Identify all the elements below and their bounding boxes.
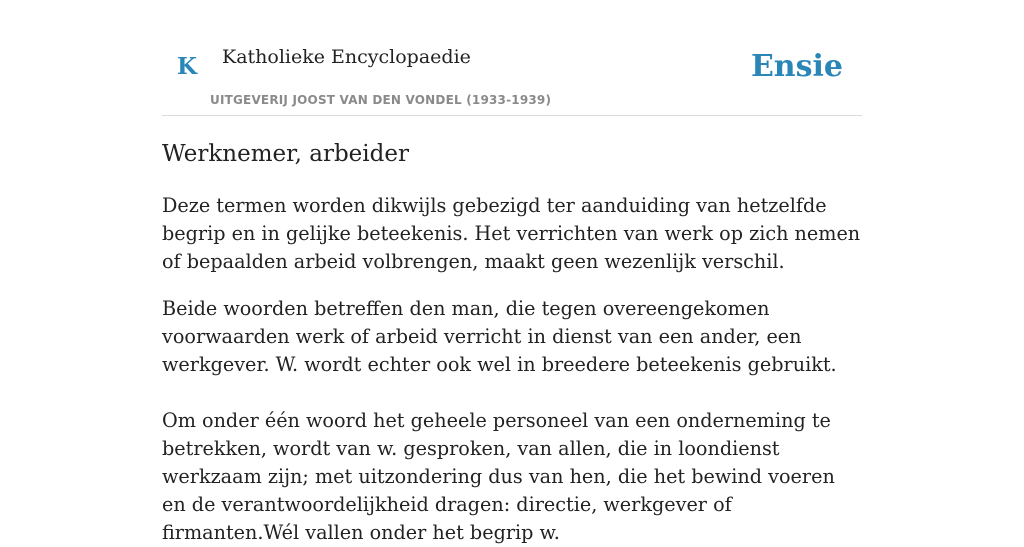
ensie-brand-link[interactable]: Ensie xyxy=(750,49,843,84)
article-title: Werknemer, arbeider xyxy=(162,141,409,167)
content-container xyxy=(162,0,862,544)
article-paragraph: Om onder één woord het geheele personeel van een onderneming te betrekken, wordt van w. gesproken, van allen, die in loondienst werkzaam zijn; met uitzondering dus van hen, die het bewind voeren en de verantwoordelijkheid dragen: directie, werkgever of firmanten.Wél vallen onder het begrip w. xyxy=(162,409,835,544)
article-paragraph: Beide woorden betreffen den man, die tegen overeengekomen voorwaarden werk of arbeid verricht in dienst van een ander, een werkgever. W. wordt echter ook wel in breedere beteekenis gebruikt. xyxy=(162,297,837,376)
article-paragraph: Deze termen worden dikwijls gebezigd ter aanduiding van hetzelfde begrip en in gelijke beteekenis. Het verrichten van werk op zich nemen of bepaalden arbeid volbrengen, maakt geen wezenlijk verschil. xyxy=(162,194,861,273)
encyclopedia-logo[interactable]: K xyxy=(177,53,197,80)
site-header xyxy=(162,0,862,116)
encyclopedia-title[interactable]: Katholieke Encyclopaedie xyxy=(222,46,471,68)
publisher-label: UITGEVERIJ JOOST VAN DEN VONDEL (1933-1939) xyxy=(210,93,552,107)
